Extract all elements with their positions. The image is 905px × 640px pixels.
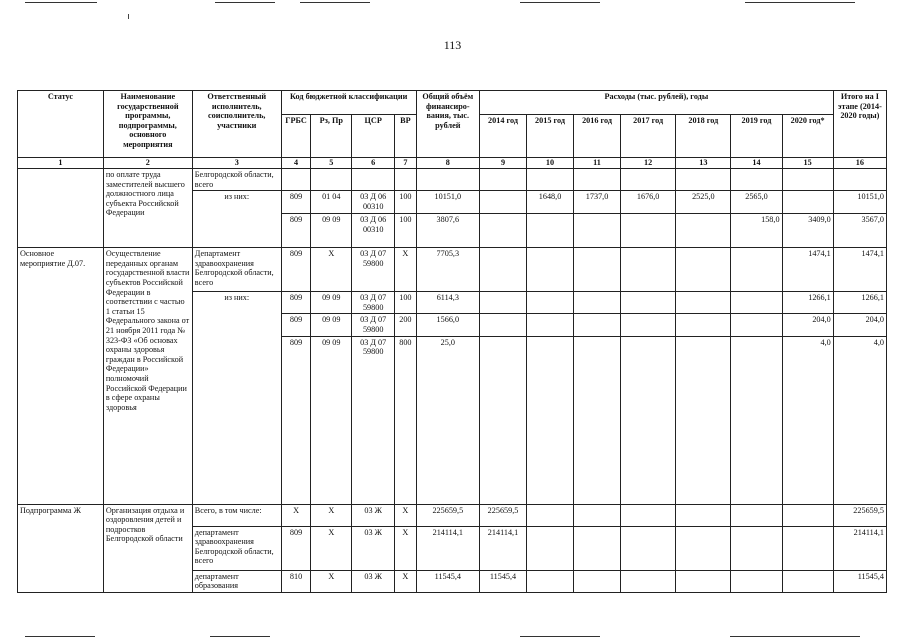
rzpr-cell: Х [311, 504, 352, 526]
scan-line-top-4 [520, 2, 600, 3]
responsible-cell: департамент образования [192, 570, 281, 592]
csr-cell: 03 Д 06 00310 [352, 191, 395, 214]
year-2020-cell: 204,0 [782, 314, 833, 336]
year-2015-cell: 1648,0 [527, 191, 574, 214]
vr-cell: Х [395, 526, 416, 570]
header-total: Общий объём финансиро-вания, тыс. рублей [416, 91, 479, 158]
header-expenses: Расходы (тыс. рублей), годы [480, 91, 834, 115]
vr-cell: 100 [395, 292, 416, 314]
header-year-2016: 2016 год [574, 115, 621, 158]
rzpr-cell: 09 09 [311, 336, 352, 504]
vr-cell: 100 [395, 191, 416, 214]
rzpr-cell: 09 09 [311, 314, 352, 336]
col-number: 10 [527, 158, 574, 169]
header-year-2018: 2018 год [676, 115, 731, 158]
responsible-cell: Всего, в том числе: [192, 504, 281, 526]
scan-line-top-3 [300, 2, 370, 3]
budget-table [17, 90, 887, 593]
year-2014-cell: 225659,5 [480, 504, 527, 526]
stage-total-cell: 225659,5 [833, 504, 886, 526]
scan-line-top-2 [215, 2, 275, 3]
header-name: Наименование государственной программы, подпрограммы, основного мероприятия [103, 91, 192, 158]
grbs-cell: 809 [281, 214, 311, 248]
year-2018-cell [676, 214, 731, 248]
stage-total-cell: 10151,0 [833, 191, 886, 214]
vr-cell: Х [395, 248, 416, 292]
stage-total-cell: 204,0 [833, 314, 886, 336]
total-cell: 1566,0 [416, 314, 479, 336]
col-number: 5 [311, 158, 352, 169]
total-cell: 11545,4 [416, 570, 479, 592]
year-2019-cell: 158,0 [731, 214, 782, 248]
table-row [18, 504, 887, 526]
year-2014-cell: 11545,4 [480, 570, 527, 592]
col-number: 14 [731, 158, 782, 169]
year-2020-cell: 1474,1 [782, 248, 833, 292]
scan-line-bottom-3 [520, 636, 600, 637]
table-row [18, 248, 887, 292]
rzpr-cell: Х [311, 248, 352, 292]
table-row [18, 169, 887, 191]
col-number: 8 [416, 158, 479, 169]
rzpr-cell: 01 04 [311, 191, 352, 214]
year-2019-cell: 2565,0 [731, 191, 782, 214]
header-year-2014: 2014 год [480, 115, 527, 158]
year-2020-cell [782, 191, 833, 214]
col-number: 2 [103, 158, 192, 169]
col-number: 6 [352, 158, 395, 169]
csr-cell: 03 Д 07 59800 [352, 248, 395, 292]
csr-cell: 03 Ж [352, 526, 395, 570]
col-number: 13 [676, 158, 731, 169]
csr-cell: 03 Ж [352, 504, 395, 526]
header-vr: ВР [395, 115, 416, 158]
column-number-row [18, 158, 887, 169]
header-grbs: ГРБС [281, 115, 311, 158]
vr-cell: Х [395, 504, 416, 526]
stage-total-cell: 1474,1 [833, 248, 886, 292]
csr-cell: 03 Ж [352, 570, 395, 592]
responsible-cell: Департамент здравоохранения Белгородской области, всего [192, 248, 281, 292]
header-stage-total: Итого на I этапе (2014-2020 годы) [833, 91, 886, 158]
year-2015-cell [527, 214, 574, 248]
year-2014-cell [480, 191, 527, 214]
grbs-cell: 809 [281, 526, 311, 570]
total-cell: 6114,3 [416, 292, 479, 314]
grbs-cell: Х [281, 504, 311, 526]
year-2016-cell: 1737,0 [574, 191, 621, 214]
header-budget-code: Код бюджетной классификации [281, 91, 416, 115]
grbs-cell: 809 [281, 292, 311, 314]
grbs-cell: 810 [281, 570, 311, 592]
year-2017-cell [621, 214, 676, 248]
year-2014-cell [480, 214, 527, 248]
csr-cell: 03 Д 06 00310 [352, 214, 395, 248]
year-2020-cell: 1266,1 [782, 292, 833, 314]
sub-label: из них: [192, 292, 281, 504]
measure-name: Организация отдыха и оздоровления детей и подростков Белгородской области [103, 504, 192, 592]
col-number: 4 [281, 158, 311, 169]
total-cell: 3807,6 [416, 214, 479, 248]
grbs-cell: 809 [281, 336, 311, 504]
csr-cell: 03 Д 07 59800 [352, 314, 395, 336]
year-2016-cell [574, 214, 621, 248]
header-rzpr: Рз, Пр [311, 115, 352, 158]
header-csr: ЦСР [352, 115, 395, 158]
responsible-cell: Белгородской области, всего [192, 169, 281, 191]
total-cell: 214114,1 [416, 526, 479, 570]
vr-cell: 200 [395, 314, 416, 336]
col-number: 7 [395, 158, 416, 169]
col-number: 3 [192, 158, 281, 169]
year-2020-cell: 3409,0 [782, 214, 833, 248]
csr-cell: 03 Д 07 59800 [352, 336, 395, 504]
header-status: Статус [18, 91, 104, 158]
total-cell: 10151,0 [416, 191, 479, 214]
col-number: 12 [621, 158, 676, 169]
year-2020-cell: 4,0 [782, 336, 833, 504]
total-cell: 225659,5 [416, 504, 479, 526]
col-number: 1 [18, 158, 104, 169]
grbs-cell: 809 [281, 191, 311, 214]
header-responsible: Ответственный исполнитель, соисполнитель, участники [192, 91, 281, 158]
rzpr-cell: Х [311, 570, 352, 592]
vr-cell: 100 [395, 214, 416, 248]
stage-total-cell: 214114,1 [833, 526, 886, 570]
stage-total-cell: 1266,1 [833, 292, 886, 314]
rzpr-cell: 09 09 [311, 292, 352, 314]
header-year-2017: 2017 год [621, 115, 676, 158]
header-year-2020: 2020 год* [782, 115, 833, 158]
col-number: 16 [833, 158, 886, 169]
col-number: 9 [480, 158, 527, 169]
status-cell: Подпрограмма Ж [18, 504, 104, 592]
year-2014-cell: 214114,1 [480, 526, 527, 570]
sub-label: из них: [192, 191, 281, 248]
measure-name: по оплате труда заместителей высшего должностного лица субъекта Российской Федерации [103, 169, 192, 248]
total-cell: 25,0 [416, 336, 479, 504]
rzpr-cell: 09 09 [311, 214, 352, 248]
rzpr-cell: Х [311, 526, 352, 570]
total-cell: 7705,3 [416, 248, 479, 292]
vr-cell: 800 [395, 336, 416, 504]
scan-line-top-1 [25, 2, 97, 3]
stage-total-cell: 3567,0 [833, 214, 886, 248]
grbs-cell: 809 [281, 248, 311, 292]
scan-line-bottom-4 [730, 636, 860, 637]
year-2017-cell: 1676,0 [621, 191, 676, 214]
scan-tick [128, 14, 129, 19]
measure-name: Осуществление переданных органам государственной власти субъектов Российской Федерации в соответствии с частью 1 статьи 15 Федерального закона от 21 ноября 2011 года № 323-ФЗ «Об основах охраны здоровья граждан в Российской Федерации» полномочий Российской Федерации в сфере охраны здоровья [103, 248, 192, 504]
col-number: 11 [574, 158, 621, 169]
responsible-cell: департамент здравоохранения Белгородской области, всего [192, 526, 281, 570]
scan-line-top-5 [745, 2, 855, 3]
status-cell: Основное мероприятие Д.07. [18, 248, 104, 504]
col-number: 15 [782, 158, 833, 169]
vr-cell: Х [395, 570, 416, 592]
stage-total-cell: 4,0 [833, 336, 886, 504]
header-year-2015: 2015 год [527, 115, 574, 158]
grbs-cell: 809 [281, 314, 311, 336]
status-cell [18, 169, 104, 248]
csr-cell: 03 Д 07 59800 [352, 292, 395, 314]
header-year-2019: 2019 год [731, 115, 782, 158]
page-number: 113 [443, 38, 462, 52]
stage-total-cell: 11545,4 [833, 570, 886, 592]
scan-line-bottom-1 [25, 636, 95, 637]
scan-line-bottom-2 [210, 636, 270, 637]
year-2018-cell: 2525,0 [676, 191, 731, 214]
